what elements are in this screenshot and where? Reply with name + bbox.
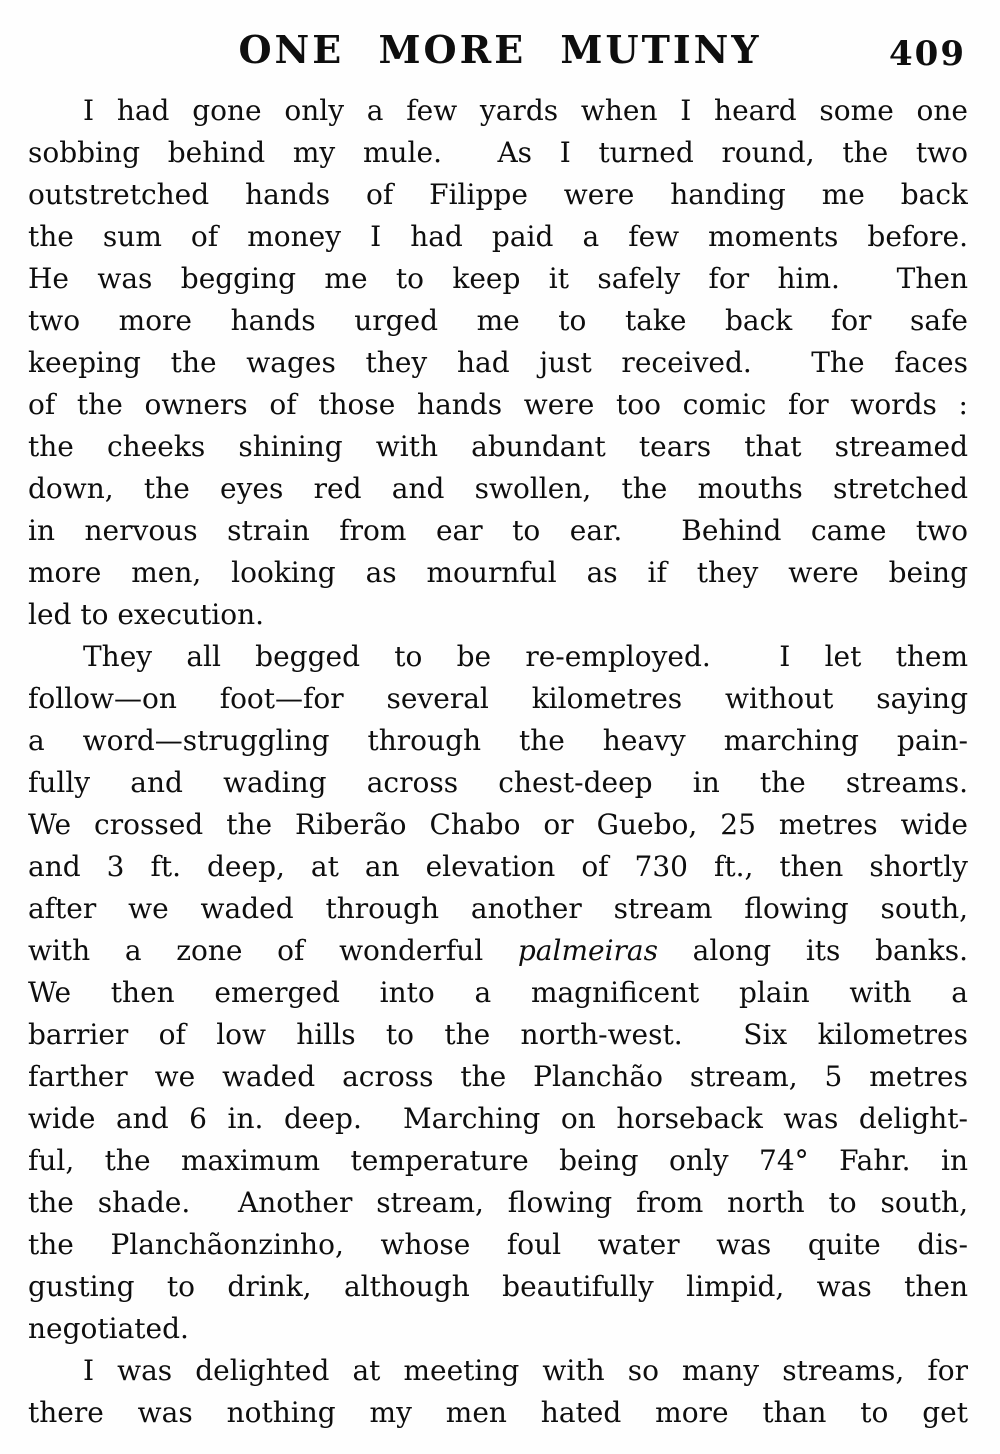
text-line bbox=[28, 216, 968, 258]
text-segment: with a zone of wonderful bbox=[28, 934, 518, 967]
text-segment: I had gone only a few yards when I heard some one bbox=[83, 94, 968, 127]
text-segment: We then emerged into a magnificent plain with a bbox=[28, 976, 968, 1009]
text-segment: along its banks. bbox=[657, 934, 968, 967]
text-line bbox=[28, 930, 968, 972]
text-segment: negotiated. bbox=[28, 1312, 189, 1345]
italic-text: palmeiras bbox=[517, 934, 658, 967]
text-segment: I was delighted at meeting with so many streams, for bbox=[83, 1354, 968, 1387]
text-segment: They all begged to be re-employed. I let them bbox=[83, 640, 968, 673]
text-segment: the Planchãonzinho, whose foul water was quite dis- bbox=[28, 1228, 968, 1261]
text-segment: the shade. Another stream, flowing from north to south, bbox=[28, 1186, 968, 1219]
text-segment: keeping the wages they had just received. The faces bbox=[28, 346, 968, 379]
text-line bbox=[28, 132, 968, 174]
paragraph bbox=[28, 636, 968, 1350]
text-line bbox=[28, 1014, 968, 1056]
text-segment: follow—on foot—for several kilometres without saying bbox=[28, 682, 968, 715]
text-segment: fully and wading across chest-deep in the streams. bbox=[28, 766, 968, 799]
text-line bbox=[28, 846, 968, 888]
text-segment: outstretched hands of Filippe were handing me back bbox=[28, 178, 968, 211]
text-segment: the sum of money I had paid a few moments before. bbox=[28, 220, 968, 253]
text-segment: wide and 6 in. deep. Marching on horseback was delight- bbox=[28, 1102, 968, 1135]
text-line bbox=[28, 762, 968, 804]
text-line bbox=[28, 888, 968, 930]
page-header bbox=[0, 24, 1000, 76]
text-segment: of the owners of those hands were too comic for words : bbox=[28, 388, 968, 421]
text-line bbox=[28, 1182, 968, 1224]
text-segment: after we waded through another stream flowing south, bbox=[28, 892, 968, 925]
text-line bbox=[28, 384, 968, 426]
text-line bbox=[28, 258, 968, 300]
text-segment: We crossed the Riberão Chabo or Guebo, 25 metres wide bbox=[28, 808, 968, 841]
text-line bbox=[28, 1224, 968, 1266]
text-line bbox=[28, 1266, 968, 1308]
text-segment: in nervous strain from ear to ear. Behind came two bbox=[28, 514, 968, 547]
text-line bbox=[28, 1392, 968, 1434]
body-text bbox=[28, 90, 968, 1434]
page-number: 409 bbox=[889, 34, 966, 74]
text-line bbox=[28, 1350, 968, 1392]
text-line bbox=[28, 510, 968, 552]
text-line bbox=[28, 342, 968, 384]
text-segment: more men, looking as mournful as if they were being bbox=[28, 556, 968, 589]
text-line bbox=[28, 174, 968, 216]
text-segment: the cheeks shining with abundant tears that streamed bbox=[28, 430, 968, 463]
text-line bbox=[28, 468, 968, 510]
text-segment: barrier of low hills to the north-west. Six kilometres bbox=[28, 1018, 968, 1051]
text-line bbox=[28, 300, 968, 342]
text-segment: two more hands urged me to take back for safe bbox=[28, 304, 968, 337]
text-line bbox=[28, 678, 968, 720]
text-segment: farther we waded across the Planchão stream, 5 metres bbox=[28, 1060, 968, 1093]
paragraph bbox=[28, 1350, 968, 1434]
text-line bbox=[28, 1098, 968, 1140]
text-line bbox=[28, 636, 968, 678]
text-segment: down, the eyes red and swollen, the mouths stretched bbox=[28, 472, 968, 505]
text-segment: He was begging me to keep it safely for him. Then bbox=[28, 262, 968, 295]
text-line bbox=[28, 426, 968, 468]
text-segment: sobbing behind my mule. As I turned round, the two bbox=[28, 136, 968, 169]
text-segment: a word—struggling through the heavy marching pain- bbox=[28, 724, 968, 757]
text-line bbox=[28, 552, 968, 594]
text-line bbox=[28, 804, 968, 846]
text-segment: and 3 ft. deep, at an elevation of 730 ft., then shortly bbox=[28, 850, 968, 883]
text-segment: there was nothing my men hated more than to get bbox=[28, 1396, 968, 1429]
text-segment: led to execution. bbox=[28, 598, 265, 631]
text-line bbox=[28, 720, 968, 762]
text-segment: ful, the maximum temperature being only 74° Fahr. in bbox=[28, 1144, 968, 1177]
text-line bbox=[28, 972, 968, 1014]
text-line bbox=[28, 594, 968, 636]
text-line bbox=[28, 1140, 968, 1182]
text-line bbox=[28, 90, 968, 132]
text-line bbox=[28, 1056, 968, 1098]
paragraph bbox=[28, 90, 968, 636]
running-title: ONE MORE MUTINY bbox=[238, 27, 762, 72]
text-line bbox=[28, 1308, 968, 1350]
text-segment: gusting to drink, although beautifully limpid, was then bbox=[28, 1270, 968, 1303]
